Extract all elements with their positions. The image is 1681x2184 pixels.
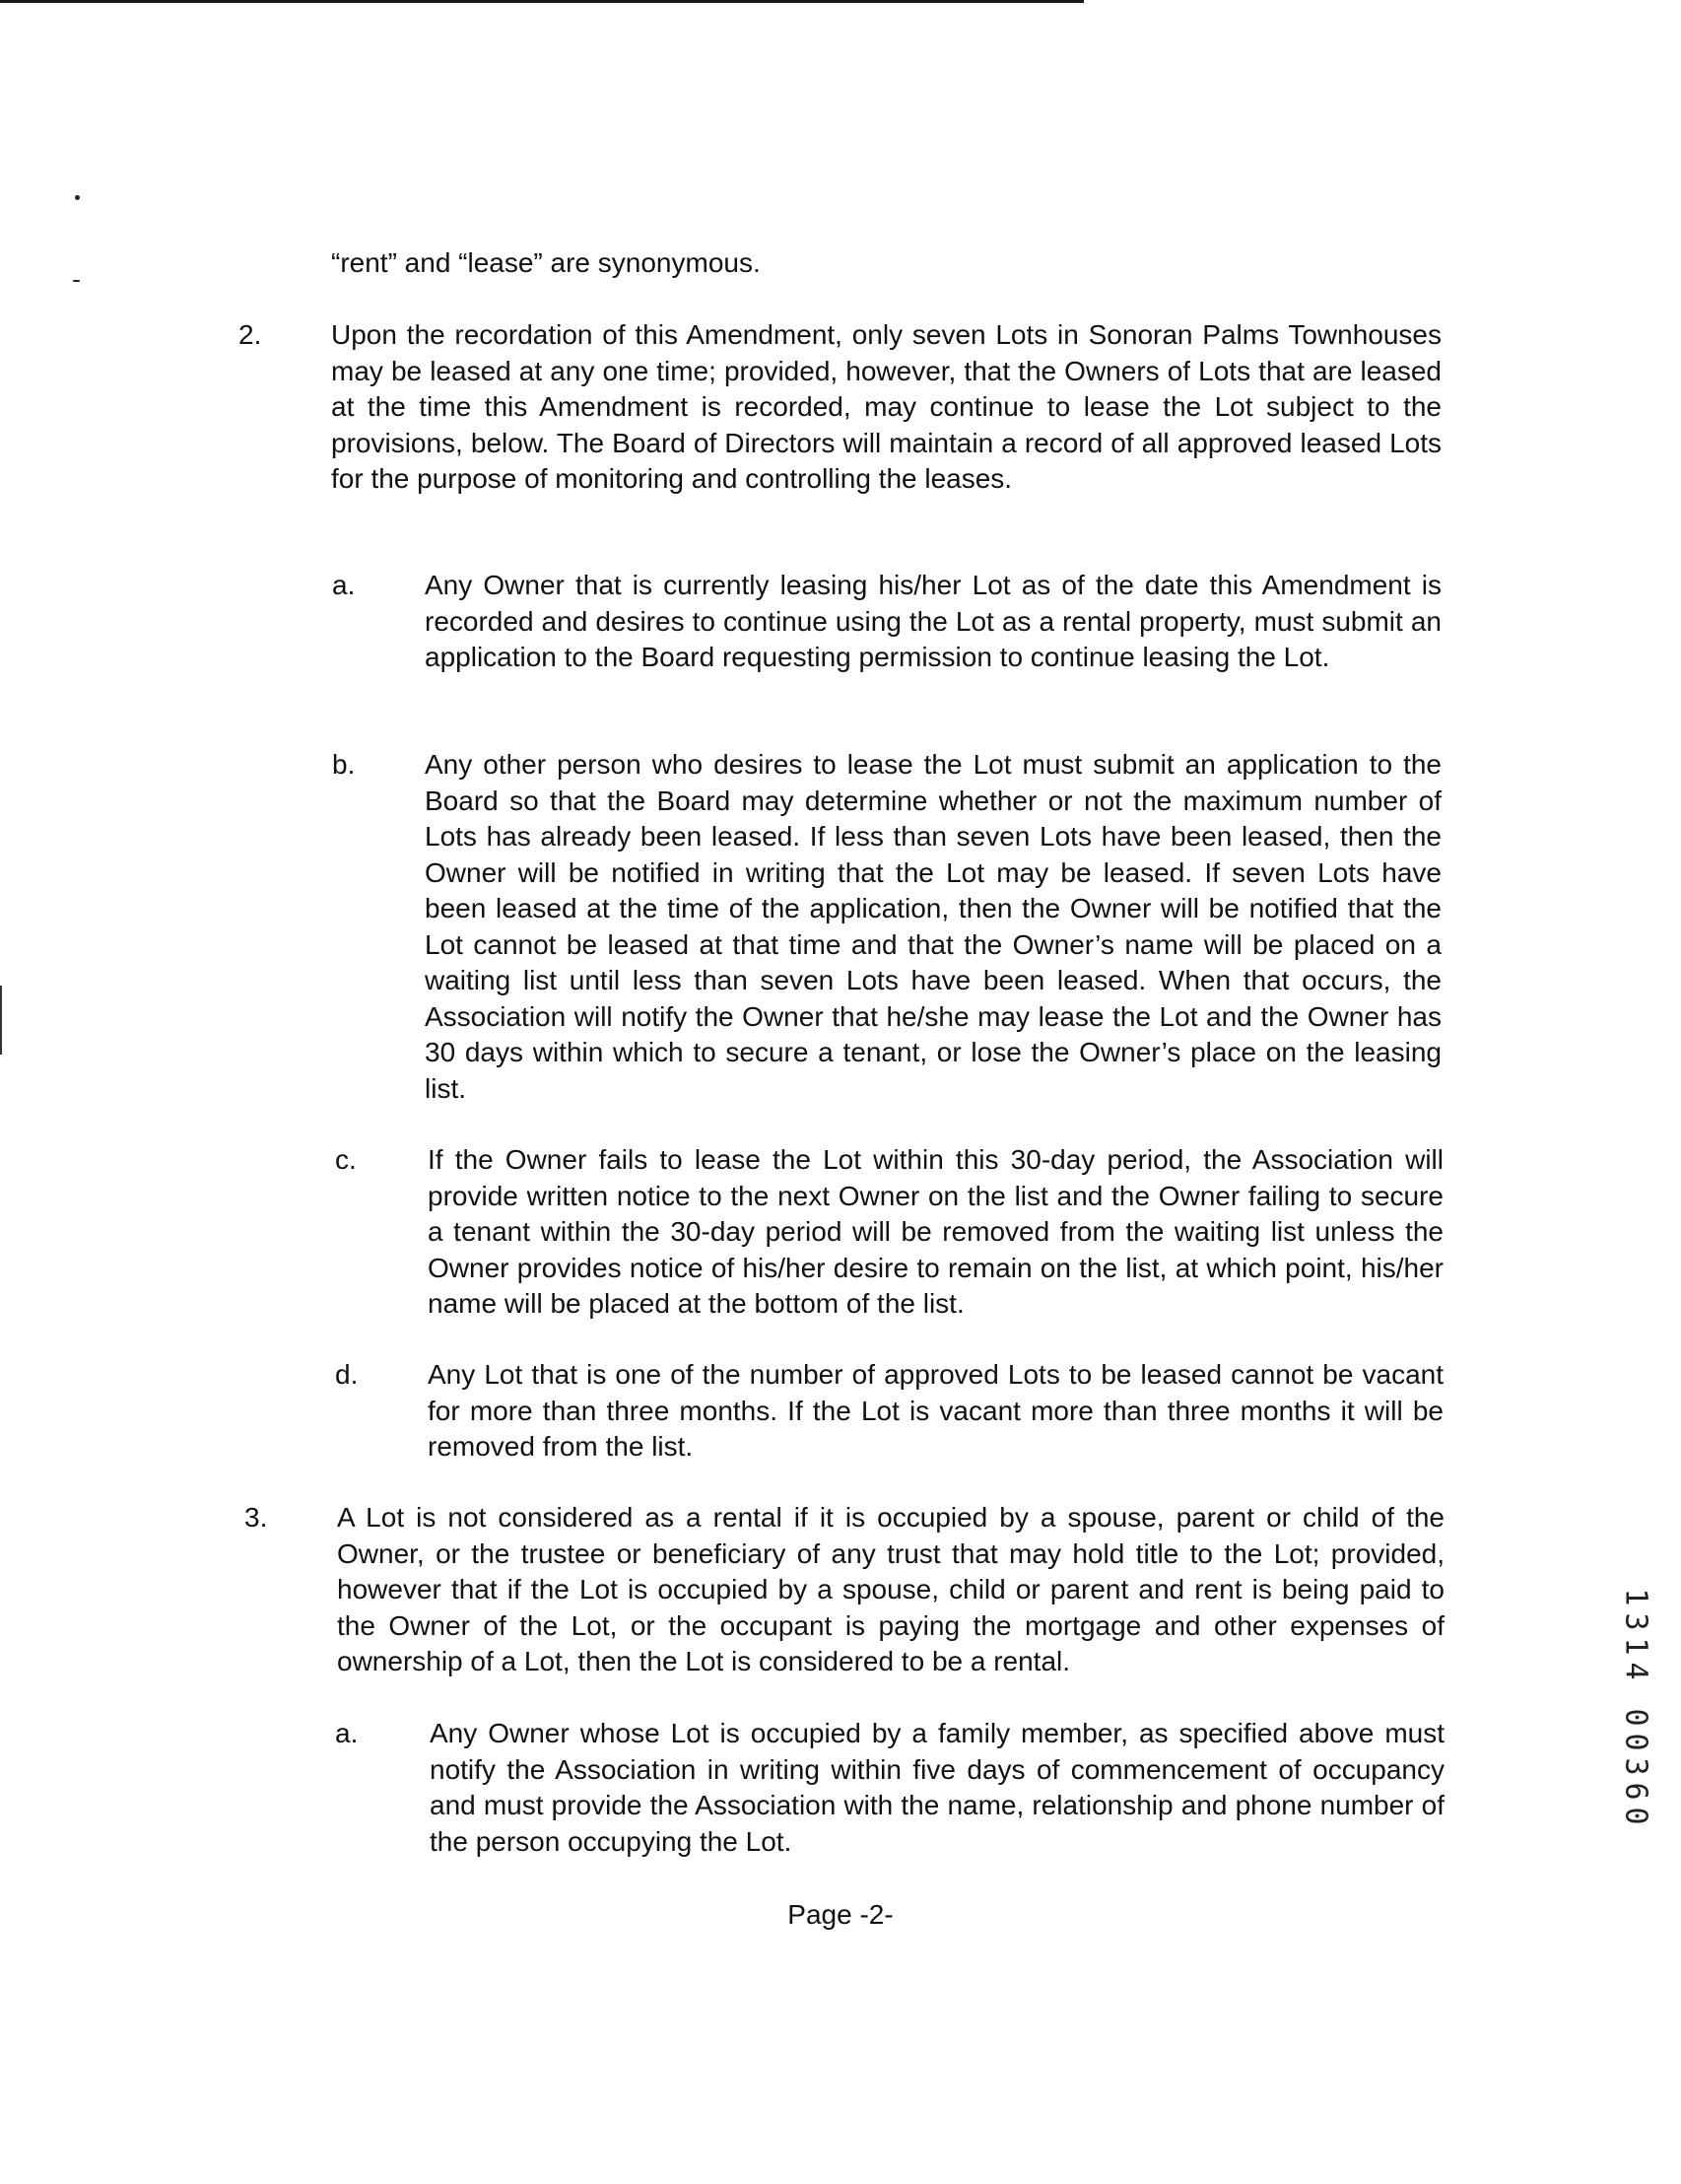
item-letter: a.: [332, 570, 356, 600]
stamp-digit: 0: [1618, 1733, 1653, 1751]
stamp-digit: 0: [1618, 1708, 1653, 1727]
stamp-digit: 3: [1618, 1757, 1653, 1776]
stamp-digit: 0: [1618, 1807, 1653, 1825]
item-text: Any other person who desires to lease the Lot must submit an application to the Board so that the Board may determine whether or not the maximum number of Lots has already been leased. If less than seven Lots have been leased, then the Owner will be notified in writing that the Lot may be leased. If seven Lots have been leased at the time of the application, then the Owner will be notified that the Lot cannot be leased at that time and that the Owner’s name will be placed on a waiting list until less than seven Lots have been leased. When that occurs, the Association will notify the Owner that he/she may lease the Lot and the Owner has 30 days within which to secure a tenant, or lose the Owner’s place on the leasing list.: [425, 749, 1442, 1104]
item-text: Any Owner whose Lot is occupied by a family member, as specified above must notify the Association in writing within five days of commencement of occupancy and must provide the Association with the name, relationship and phone number of the person occupying the Lot.: [430, 1718, 1445, 1857]
section-text: A Lot is not considered as a rental if it is occupied by a spouse, parent or child of the Owner, or the trustee or beneficiary of any trust that may hold title to the Lot; provided, however that if the Lot is occupied by a spouse, child or parent and rent is being paid to the Owner of the Lot, or the occupant is paying the mortgage and other expenses of ownership of a Lot, then the Lot is considered to be a rental.: [337, 1502, 1445, 1676]
item-text: Any Owner that is currently leasing his/her Lot as of the date this Amendment is recorded and desires to continue using the Lot as a rental property, must submit an application to the Board requesting permission to continue leasing the Lot.: [425, 570, 1442, 672]
item-text: Any Lot that is one of the number of approved Lots to be leased cannot be vacant for more than three months. If the Lot is vacant more than three months it will be removed from the list.: [428, 1359, 1444, 1462]
stamp-digit: 1: [1618, 1637, 1653, 1656]
item-letter: d.: [335, 1359, 359, 1390]
stamp-digit: 6: [1618, 1782, 1653, 1801]
item-text: If the Owner fails to lease the Lot within this 30-day period, the Association will provide written notice to the next Owner on the list and the Owner failing to secure a tenant within the 30-day period will be removed from the waiting list unless the Owner provides notice of his/her desire to remain on the list, at which point, his/her name will be placed at the bottom of the list.: [428, 1144, 1444, 1319]
section-number: 2.: [238, 319, 262, 350]
section-number: 3.: [244, 1502, 268, 1533]
item-letter: b.: [332, 749, 356, 780]
item-letter: a.: [335, 1718, 359, 1748]
stamp-digit: 4: [1618, 1662, 1653, 1680]
stamp-digit: 1: [1618, 1588, 1653, 1606]
item-letter: c.: [335, 1144, 357, 1175]
section-text: Upon the recordation of this Amendment, only seven Lots in Sonoran Palms Townhouses may be leased at any one time; provided, however, that the Owners of Lots that are leased at the time this Amendment is recorded, may continue to lease the Lot subject to the provisions, below. The Board of Directors will maintain a record of all approved leased Lots for the purpose of monitoring and controlling the leases.: [331, 319, 1442, 494]
intro-line: “rent” and “lease” are synonymous.: [331, 247, 761, 278]
page-number: Page -2-: [787, 1899, 894, 1930]
stamp-digit: 3: [1618, 1612, 1653, 1631]
recording-stamp: [1616, 1585, 1655, 1828]
